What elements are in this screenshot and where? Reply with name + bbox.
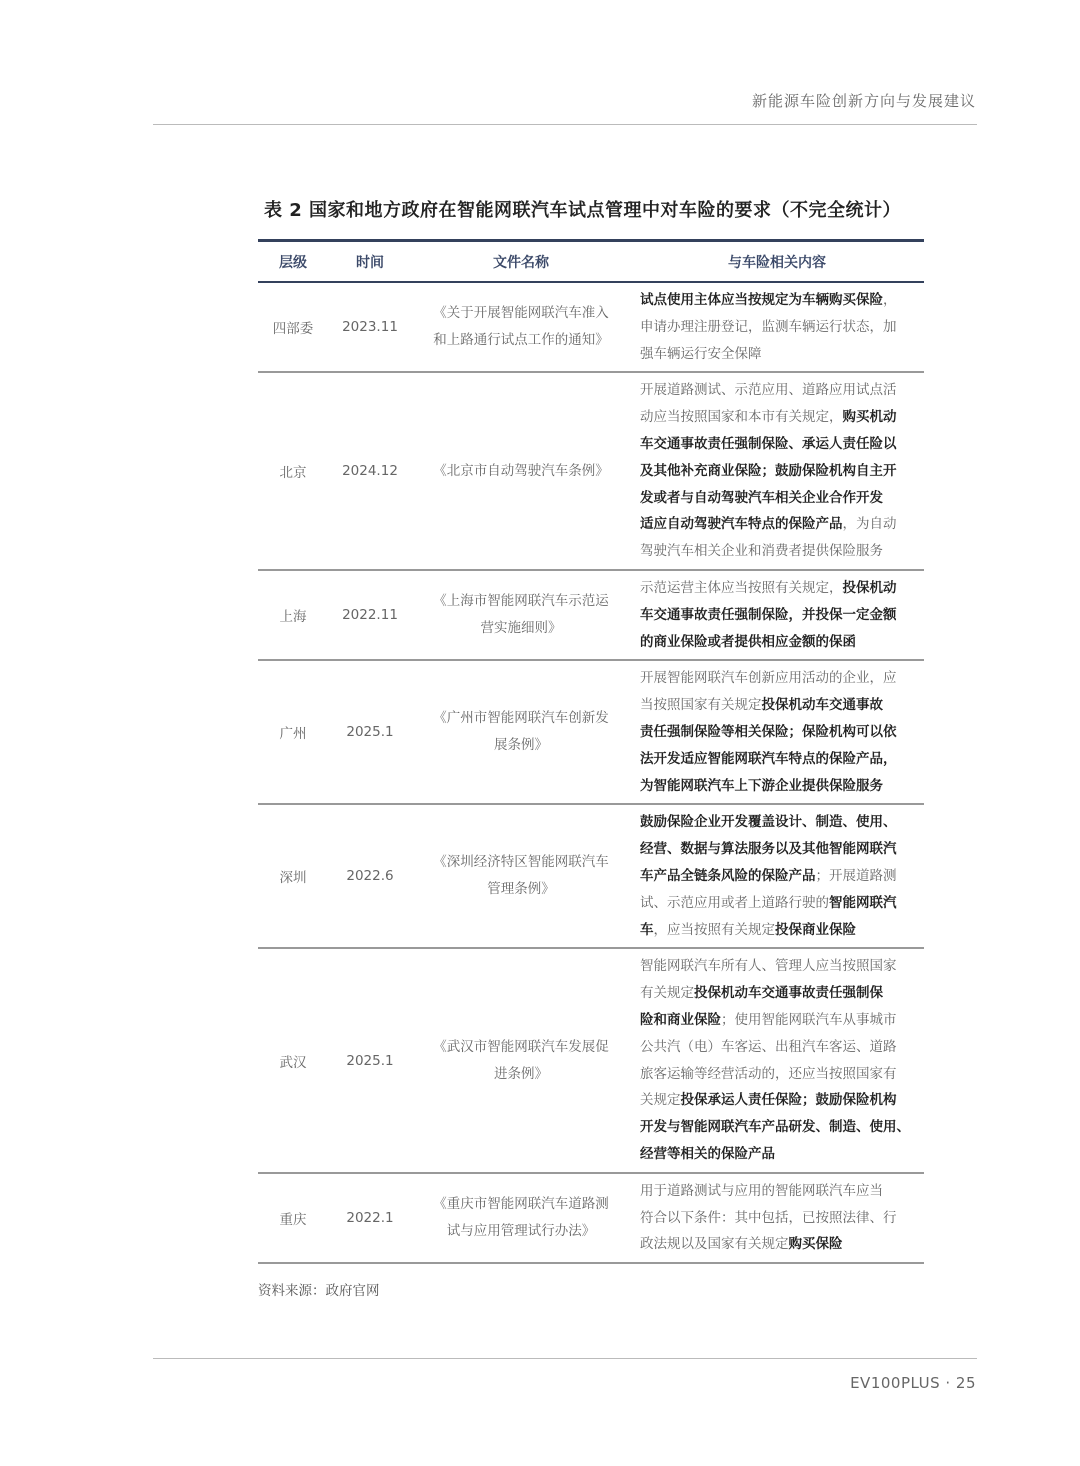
content-text: 公共汽（电）车客运、出租汽车客运、道路 [640,1038,897,1055]
content-line [640,773,924,800]
content-text: 旅客运输等经营活动的，还应当按照国家有 [640,1065,897,1082]
cell-time: 2022.6 [346,868,394,885]
cell-level: 重庆 [279,1211,307,1228]
content-line [640,1007,924,1034]
cell-time: 2023.11 [342,319,398,336]
cell-time: 2025.1 [346,1052,394,1069]
content-text: 开展智能网联汽车创新应用活动的企业，应 [640,670,897,687]
cell-level: 北京 [279,465,307,482]
content-line [640,863,924,890]
cell-document [412,1173,630,1263]
content-bold-text: 投保机动车交通事故责任强制保 [694,985,883,1002]
cell-document [412,570,630,660]
cell-content [630,804,924,948]
content-bold-text: 的商业保险或者提供相应金额的保函 [640,633,856,650]
content-line [640,377,924,404]
content-bold-text: 购买机动 [842,409,897,426]
content-text: 开展道路测试、示范应用、道路应用试点活 [640,382,897,399]
content-bold-text: 险和商业保险 [640,1011,721,1028]
content-line [640,1061,924,1088]
content-text: 强车辆运行安全保障 [640,345,762,362]
content-bold-text: 投保承运人责任保险；鼓励保险机构 [680,1092,897,1109]
content-text: 示范运营主体应当按照有关规定， [640,579,843,596]
table-row [258,1173,924,1263]
document-name-line: 《上海市智能网联汽车示范运 [433,593,609,610]
document-name-line: 试与应用管理试行办法》 [446,1222,596,1239]
content-text: 智能网联汽车所有人、管理人应当按照国家 [640,958,897,975]
cell-time: 2025.1 [346,724,394,741]
cell-level: 上海 [279,609,307,626]
content-text: 当按照国家有关规定 [640,697,762,714]
document-name-line: 管理条例》 [487,881,555,898]
document-name-line: 《武汉市智能网联汽车发展促 [433,1038,609,1055]
content-bold-text: 为智能网联汽车上下游企业提供保险服务 [640,777,883,794]
document-name-line: 和上路通行试点工作的通知》 [433,332,609,349]
content-text: ， [883,292,897,308]
content-bold-text: 车交通事故责任强制保险，并投保一定金额 [640,606,897,623]
table-row [258,570,924,660]
page-footer: EV100PLUS · 25 [850,1374,976,1392]
cell-content [630,1173,924,1263]
content-text: 动应当按照国家和本市有关规定， [640,409,843,426]
document-name-line: 《北京市自动驾驶汽车条例》 [433,462,609,479]
footer-divider [153,1358,977,1359]
table-body [258,282,924,1263]
document-name-line: 营实施细则》 [480,620,562,637]
content-bold-text: 法开发适应智能网联汽车特点的保险产品， [640,750,897,767]
cell-document [412,660,630,804]
cell-content [630,660,924,804]
content-text: ；使用智能网联汽车从事城市 [721,1011,897,1028]
content-line [640,665,924,692]
header-divider [153,124,977,125]
column-header-document: 文件名称 [493,254,549,271]
cell-level: 四部委 [272,321,314,338]
cell-time: 2022.11 [342,607,398,624]
content-bold-text: 投保机动 [842,579,897,596]
content-bold-text: 及其他补充商业保险；鼓励保险机构自主开 [640,462,897,479]
content-bold-text: 车 [640,921,654,938]
content-bold-text: 车产品全链条风险的保险产品 [640,867,816,884]
content-line [640,719,924,746]
content-line [640,404,924,431]
cell-level: 武汉 [279,1054,307,1071]
cell-content [630,372,924,570]
cell-content [630,282,924,372]
policy-table [258,239,924,1264]
document-name-line: 《广州市智能网联汽车创新发 [433,710,609,727]
cell-level: 深圳 [279,870,307,887]
cell-time: 2022.1 [346,1209,394,1226]
content-bold-text: 投保机动车交通事故 [761,697,883,714]
content-line [640,458,924,485]
cell-document [412,804,630,948]
content-line [640,314,924,341]
column-header-level: 层级 [279,254,307,271]
content-text: 关规定 [640,1092,681,1109]
document-name-line: 《深圳经济特区智能网联汽车 [433,854,609,871]
column-header-time: 时间 [356,254,384,271]
content-text: ；开展道路测 [815,867,897,884]
cell-document [412,372,630,570]
content-bold-text: 经营等相关的保险产品 [640,1145,775,1162]
content-line [640,980,924,1007]
content-text: ，应当按照有关规定 [653,921,775,938]
content-line [640,1114,924,1141]
content-text: 符合以下条件：其中包括，已按照法律、行 [640,1209,897,1226]
content-line [640,746,924,773]
cell-document [412,948,630,1172]
document-name-line: 进条例》 [494,1065,548,1082]
content-line [640,511,924,538]
content-line [640,485,924,512]
column-header-content: 与车险相关内容 [728,254,826,271]
content-line [640,1087,924,1114]
content-line [640,287,924,314]
content-bold-text: 适应自动驾驶汽车特点的保险产品 [640,516,843,533]
content-bold-text: 鼓励保险企业开发覆盖设计、制造、使用、 [640,814,897,831]
content-text: 试、示范应用或者上道路行驶的 [640,894,829,911]
content-bold-text: 发或者与自动驾驶汽车相关企业合作开发 [640,489,883,506]
content-line [640,431,924,458]
content-bold-text: 投保商业保险 [775,921,856,938]
content-line [640,1231,924,1258]
table-row [258,660,924,804]
content-bold-text: 车交通事故责任强制保险、承运人责任险以 [640,435,897,452]
content-line [640,629,924,656]
content-line [640,1178,924,1205]
content-text: 驾驶汽车相关企业和消费者提供保险服务 [640,543,883,560]
table-row [258,804,924,948]
content-line [640,917,924,944]
content-text: 用于道路测试与应用的智能网联汽车应当 [640,1182,883,1199]
content-line [640,1205,924,1232]
running-head: 新能源车险创新方向与发展建议 [751,92,976,110]
content-bold-text: 购买保险 [788,1236,843,1253]
content-bold-text: 经营、数据与算法服务以及其他智能网联汽 [640,841,897,858]
table-row [258,948,924,1172]
document-name-line: 展条例》 [494,737,548,754]
content-line [640,890,924,917]
content-line [640,953,924,980]
cell-content [630,570,924,660]
source-note: 资料来源：政府官网 [258,1283,380,1299]
content-bold-text: 开发与智能网联汽车产品研发、制造、使用、 [640,1119,910,1136]
cell-document [412,282,630,372]
content-bold-text: 智能网联汽 [829,894,897,911]
content-line [640,1034,924,1061]
content-line [640,836,924,863]
table-header-row [258,241,924,283]
table-title: 表 2 国家和地方政府在智能网联汽车试点管理中对车险的要求（不完全统计） [264,200,902,221]
cell-level: 广州 [279,726,307,743]
document-name-line: 《关于开展智能网联汽车准入 [433,305,609,322]
content-text: ，为自动 [842,516,897,533]
content-bold-text: 责任强制保险等相关保险；保险机构可以依 [640,723,897,740]
table-row [258,372,924,570]
content-text: 申请办理注册登记，监测车辆运行状态，加 [640,318,897,335]
content-line [640,341,924,368]
content-line [640,692,924,719]
document-name-line: 《重庆市智能网联汽车道路测 [433,1195,609,1212]
content-bold-text: 试点使用主体应当按规定为车辆购买保险 [640,292,883,308]
table-row [258,282,924,372]
content-line [640,1141,924,1168]
content-line [640,809,924,836]
content-line [640,575,924,602]
content-line [640,602,924,629]
cell-time: 2024.12 [342,463,398,480]
content-text: 有关规定 [640,985,694,1002]
content-line [640,538,924,565]
cell-content [630,948,924,1172]
content-text: 政法规以及国家有关规定 [640,1236,789,1253]
